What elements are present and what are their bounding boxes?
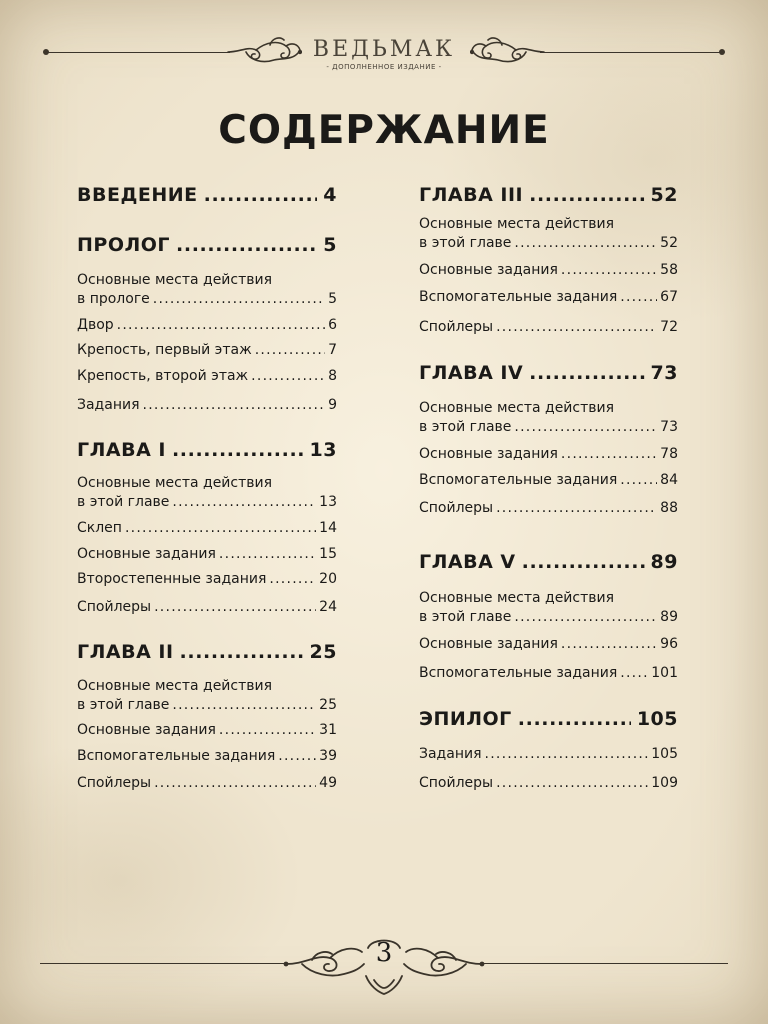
- toc-entry-title: Склеп: [77, 520, 122, 536]
- toc-page-number: 25: [319, 697, 337, 713]
- toc-entry-title: Крепость, второй этаж: [77, 368, 249, 384]
- toc-page-number: 5: [328, 291, 337, 307]
- toc-entry-title: Крепость, первый этаж: [77, 342, 252, 358]
- toc-item[interactable]: [77, 599, 337, 615]
- toc-entry-title: Двор: [77, 317, 114, 333]
- toc-entry-title: Спойлеры: [419, 500, 494, 516]
- toc-item[interactable]: [77, 397, 337, 413]
- toc-page-number: 13: [309, 439, 337, 461]
- toc-page-number: 109: [651, 775, 678, 791]
- toc-leader-dots: [514, 609, 657, 625]
- toc-leader-dots: [620, 289, 657, 305]
- toc-leader-dots: [154, 775, 316, 791]
- toc-chapter[interactable]: [419, 708, 678, 730]
- header-rule-left: [48, 52, 230, 53]
- toc-item[interactable]: [419, 665, 678, 681]
- toc-item[interactable]: [77, 722, 337, 738]
- toc-leader-dots: [204, 184, 318, 206]
- toc-item[interactable]: [419, 500, 678, 516]
- toc-page-number: 73: [660, 419, 678, 435]
- toc-entry-title: ГЛАВА III: [419, 184, 524, 206]
- toc-leader-dots: [125, 520, 316, 536]
- toc-entry-title: в этой главе: [419, 419, 512, 435]
- toc-entry-title: Задания: [77, 397, 140, 413]
- toc-leader-dots: [522, 551, 645, 573]
- toc-page-number: 72: [660, 319, 678, 335]
- toc-page-number: 39: [319, 748, 337, 764]
- toc-chapter[interactable]: [419, 551, 678, 573]
- toc-entry-title-line1: Основные места действия: [77, 475, 273, 491]
- toc-item[interactable]: [419, 636, 678, 652]
- toc-page-number: 84: [660, 472, 678, 488]
- toc-page-number: 9: [328, 397, 337, 413]
- toc-entry-title: ГЛАВА IV: [419, 362, 524, 384]
- toc-item[interactable]: [77, 546, 337, 562]
- toc-entry-title: Спойлеры: [77, 775, 152, 791]
- toc-entry-title: Основные задания: [77, 546, 216, 562]
- toc-leader-dots: [251, 368, 325, 384]
- footer-rule-right: [478, 963, 728, 964]
- toc-item[interactable]: [419, 746, 678, 762]
- toc-leader-dots: [529, 362, 644, 384]
- toc-entry-title: ЭПИЛОГ: [419, 708, 512, 730]
- toc-entry-title: в этой главе: [419, 235, 512, 251]
- toc-item[interactable]: [77, 291, 337, 307]
- toc-leader-dots: [496, 775, 648, 791]
- toc-item[interactable]: [77, 342, 337, 358]
- toc-item[interactable]: [77, 368, 337, 384]
- toc-chapter[interactable]: [419, 362, 678, 384]
- toc-leader-dots: [176, 234, 317, 256]
- toc-leader-dots: [154, 599, 316, 615]
- toc-leader-dots: [219, 722, 316, 738]
- toc-chapter[interactable]: [77, 184, 337, 206]
- toc-chapter[interactable]: [77, 439, 337, 461]
- toc-page-number: 6: [328, 317, 337, 333]
- toc-page-number: 7: [328, 342, 337, 358]
- page-number: 3: [375, 938, 393, 968]
- toc-item[interactable]: [419, 775, 678, 791]
- header-flourish-right-icon: [470, 36, 546, 70]
- toc-page-number: 49: [319, 775, 337, 791]
- toc-entry-title: Спойлеры: [77, 599, 152, 615]
- toc-entry-title: в этой главе: [419, 609, 512, 625]
- toc-leader-dots: [518, 708, 631, 730]
- header-rule-end-dot: [719, 49, 725, 55]
- toc-entry-title: Основные задания: [419, 636, 558, 652]
- toc-entry-title: Вспомогательные задания: [419, 289, 618, 305]
- toc-page-number: 20: [319, 571, 337, 587]
- toc-page-number: 88: [660, 500, 678, 516]
- toc-item[interactable]: [77, 748, 337, 764]
- toc-leader-dots: [514, 235, 657, 251]
- toc-item[interactable]: [419, 609, 678, 625]
- toc-leader-dots: [620, 665, 648, 681]
- toc-entry-title-line1: Основные места действия: [419, 216, 615, 232]
- toc-page-number: 105: [651, 746, 678, 762]
- toc-page-number: 31: [319, 722, 337, 738]
- toc-entry-title-line1: Основные места действия: [419, 590, 615, 606]
- toc-page-number: 89: [660, 609, 678, 625]
- toc-page-number: 105: [636, 708, 678, 730]
- toc-entry-title: Задания: [419, 746, 482, 762]
- toc-entry-title-line1: Основные места действия: [77, 272, 273, 288]
- toc-leader-dots: [117, 317, 325, 333]
- toc-item[interactable]: [419, 419, 678, 435]
- toc-item[interactable]: [77, 775, 337, 791]
- header-flourish-left-icon: [226, 36, 302, 70]
- toc-leader-dots: [561, 262, 657, 278]
- toc-entry-title: Вспомогательные задания: [419, 665, 618, 681]
- toc-leader-dots: [278, 748, 316, 764]
- toc-leader-dots: [529, 184, 644, 206]
- toc-page-number: 13: [319, 494, 337, 510]
- toc-leader-dots: [255, 342, 325, 358]
- toc-leader-dots: [496, 500, 657, 516]
- toc-entry-title: Основные задания: [419, 446, 558, 462]
- toc-page-number: 89: [650, 551, 678, 573]
- toc-item[interactable]: [419, 262, 678, 278]
- toc-entry-title: Основные задания: [419, 262, 558, 278]
- toc-entry-title: в прологе: [77, 291, 150, 307]
- toc-page-number: 14: [319, 520, 337, 536]
- toc-entry-title-line1: Основные места действия: [77, 678, 273, 694]
- toc-page-number: 25: [309, 641, 337, 663]
- toc-chapter[interactable]: [419, 184, 678, 206]
- toc-page-number: 52: [650, 184, 678, 206]
- toc-chapter[interactable]: [77, 641, 337, 663]
- toc-entry-title-line1: Основные места действия: [419, 400, 615, 416]
- toc-item[interactable]: [77, 697, 337, 713]
- toc-leader-dots: [620, 472, 657, 488]
- toc-entry-title: Вспомогательные задания: [77, 748, 276, 764]
- toc-item[interactable]: [419, 472, 678, 488]
- toc-item[interactable]: [419, 319, 678, 335]
- toc-item[interactable]: [419, 446, 678, 462]
- toc-page-number: 8: [328, 368, 337, 384]
- toc-item[interactable]: [77, 520, 337, 536]
- toc-page-number: 96: [660, 636, 678, 652]
- toc-page-number: 52: [660, 235, 678, 251]
- brand-logo: ВЕДЬМАК: [312, 37, 456, 62]
- toc-page-number: 58: [660, 262, 678, 278]
- toc-item[interactable]: [77, 494, 337, 510]
- toc-item[interactable]: [77, 571, 337, 587]
- toc-item[interactable]: [77, 317, 337, 333]
- toc-page-number: 15: [319, 546, 337, 562]
- toc-entry-title: ВВЕДЕНИЕ: [77, 184, 198, 206]
- toc-leader-dots: [172, 494, 316, 510]
- toc-entry-title: Спойлеры: [419, 775, 494, 791]
- toc-leader-dots: [180, 641, 304, 663]
- toc-page-number: 5: [323, 234, 337, 256]
- toc-chapter[interactable]: [77, 234, 337, 256]
- toc-entry-title: ГЛАВА V: [419, 551, 516, 573]
- toc-item[interactable]: [419, 289, 678, 305]
- toc-entry-title: ПРОЛОГ: [77, 234, 171, 256]
- toc-entry-title: ГЛАВА II: [77, 641, 174, 663]
- toc-entry-title: Вспомогательные задания: [419, 472, 618, 488]
- toc-entry-title: в этой главе: [77, 494, 170, 510]
- toc-leader-dots: [485, 746, 649, 762]
- toc-leader-dots: [561, 446, 657, 462]
- brand-subtitle: - ДОПОЛНЕННОЕ ИЗДАНИЕ -: [326, 63, 442, 71]
- header-rule-right: [540, 52, 720, 53]
- toc-entry-title: Второстепенные задания: [77, 571, 267, 587]
- toc-leader-dots: [143, 397, 326, 413]
- footer-rule-left: [40, 963, 290, 964]
- toc-page-number: 78: [660, 446, 678, 462]
- toc-page-number: 24: [319, 599, 337, 615]
- toc-leader-dots: [496, 319, 657, 335]
- toc-page-number: 67: [660, 289, 678, 305]
- toc-entry-title: Спойлеры: [419, 319, 494, 335]
- toc-page-number: 73: [650, 362, 678, 384]
- toc-leader-dots: [172, 439, 304, 461]
- toc-leader-dots: [153, 291, 325, 307]
- toc-leader-dots: [269, 571, 316, 587]
- toc-leader-dots: [561, 636, 657, 652]
- toc-entry-title: Основные задания: [77, 722, 216, 738]
- toc-page-number: 101: [651, 665, 678, 681]
- toc-entry-title: в этой главе: [77, 697, 170, 713]
- toc-leader-dots: [219, 546, 316, 562]
- page-title: СОДЕРЖАНИЕ: [218, 108, 550, 153]
- toc-item[interactable]: [419, 235, 678, 251]
- toc-page-number: 4: [323, 184, 337, 206]
- toc-entry-title: ГЛАВА I: [77, 439, 166, 461]
- toc-leader-dots: [514, 419, 657, 435]
- toc-leader-dots: [172, 697, 316, 713]
